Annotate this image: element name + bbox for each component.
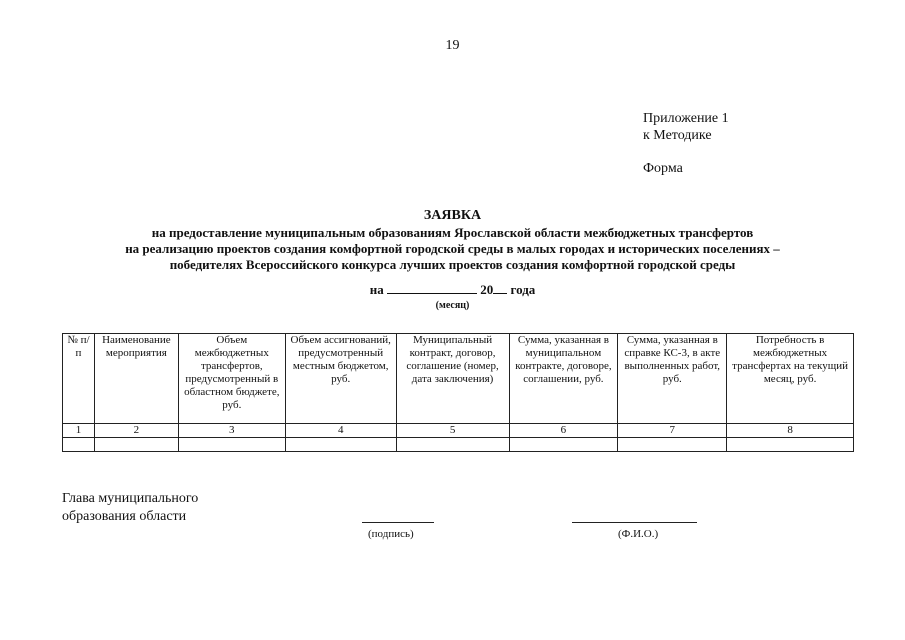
empty-cell bbox=[178, 438, 285, 452]
empty-cell bbox=[618, 438, 727, 452]
title-line-3: победителях Всероссийского конкурса лучших проектов создания комфортной городской среды bbox=[169, 257, 736, 272]
header-contract: Муниципальный контракт, договор, соглашение (номер, дата заключения) bbox=[396, 334, 509, 424]
request-table bbox=[62, 333, 854, 452]
name-line bbox=[572, 522, 697, 523]
title-line-1: на предоставление муниципальным образованиям Ярославской области межбюджетных трансфертов bbox=[151, 225, 754, 240]
column-number: 3 bbox=[178, 424, 285, 438]
column-number: 5 bbox=[396, 424, 509, 438]
column-number: 4 bbox=[285, 424, 396, 438]
month-blank bbox=[387, 282, 477, 294]
name-caption: (Ф.И.О.) bbox=[618, 528, 659, 540]
column-number: 8 bbox=[727, 424, 854, 438]
column-number: 1 bbox=[63, 424, 95, 438]
month-caption: (месяц) bbox=[435, 300, 470, 311]
title-main: ЗАЯВКА bbox=[423, 208, 482, 223]
year-blank bbox=[493, 282, 507, 294]
header-local-budget: Объем ассигнований, предусмотренный местным бюджетом, руб. bbox=[285, 334, 396, 424]
empty-cell bbox=[396, 438, 509, 452]
signature-caption: (подпись) bbox=[368, 528, 414, 540]
table-header-row bbox=[63, 334, 854, 424]
position-line-2: образования области bbox=[62, 509, 187, 524]
document-title bbox=[40, 208, 865, 273]
title-line-2: на реализацию проектов создания комфортной городской среды в малых городах и исторических поселениях – bbox=[125, 241, 780, 256]
year-suffix: года bbox=[510, 282, 536, 297]
empty-cell bbox=[94, 438, 178, 452]
page-number: 19 bbox=[445, 38, 460, 53]
header-event-name: Наименование мероприятия bbox=[94, 334, 178, 424]
appendix-reference bbox=[643, 110, 729, 144]
empty-data-row bbox=[63, 438, 854, 452]
column-number-row bbox=[63, 424, 854, 438]
column-number: 6 bbox=[509, 424, 618, 438]
empty-cell bbox=[285, 438, 396, 452]
appendix-line-2: к Методике bbox=[643, 128, 712, 143]
form-label: Форма bbox=[643, 161, 683, 176]
empty-cell bbox=[509, 438, 618, 452]
column-number: 2 bbox=[94, 424, 178, 438]
header-contract-sum: Сумма, указанная в муниципальном контракте, договоре, соглашении, руб. bbox=[509, 334, 618, 424]
signature-line bbox=[362, 522, 434, 523]
empty-cell bbox=[63, 438, 95, 452]
position-line-1: Глава муниципального bbox=[62, 491, 199, 506]
empty-cell bbox=[727, 438, 854, 452]
header-monthly-need: Потребность в межбюджетных трансфертах на текущий месяц, руб. bbox=[727, 334, 854, 424]
month-prefix: на bbox=[369, 282, 384, 297]
header-number: № п/п bbox=[63, 334, 95, 424]
column-number: 7 bbox=[618, 424, 727, 438]
appendix-line-1: Приложение 1 bbox=[643, 111, 729, 126]
year-prefix: 20 bbox=[480, 282, 494, 297]
month-line bbox=[40, 282, 865, 298]
header-ks3-sum: Сумма, указанная в справке КС-3, в акте выполненных работ, руб. bbox=[618, 334, 727, 424]
signatory-position bbox=[62, 490, 198, 526]
header-regional-budget: Объем межбюджетных трансфертов, предусмотренный в областном бюджете, руб. bbox=[178, 334, 285, 424]
